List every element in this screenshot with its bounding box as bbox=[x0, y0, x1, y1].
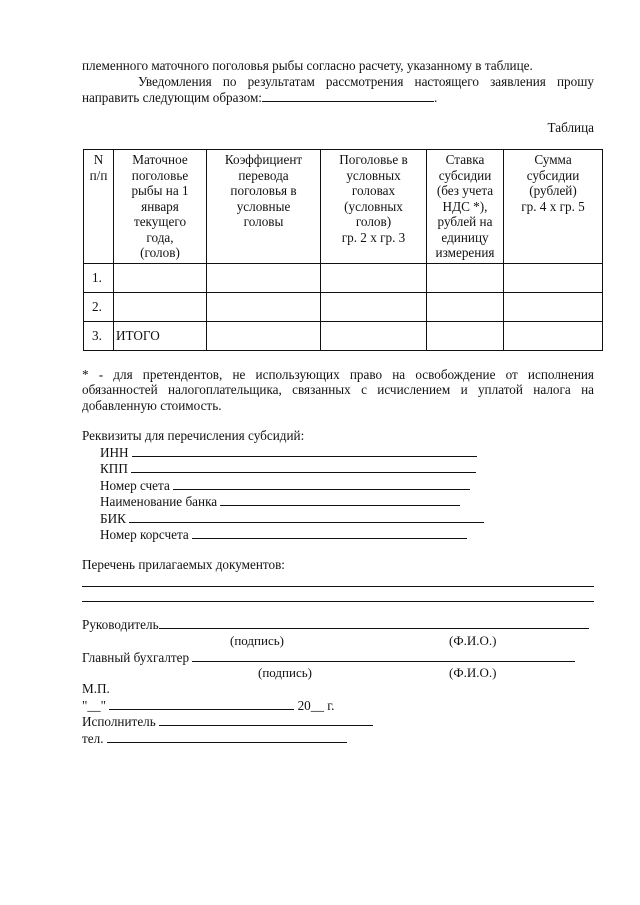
account-input[interactable] bbox=[173, 477, 470, 490]
inn-field: ИНН bbox=[100, 444, 594, 461]
signature-caption: (подпись) bbox=[258, 665, 312, 680]
row-number: 1. bbox=[84, 263, 114, 292]
row-number: 3. bbox=[84, 321, 114, 350]
documents-line-2[interactable] bbox=[82, 587, 594, 602]
executor-row bbox=[82, 713, 594, 730]
document-page bbox=[82, 58, 594, 746]
table-cell[interactable] bbox=[114, 292, 207, 321]
head-signature-row bbox=[82, 616, 594, 633]
requisites-list bbox=[82, 444, 594, 543]
accountant-signature-row bbox=[82, 649, 594, 666]
executor-label: Исполнитель bbox=[82, 714, 156, 729]
accountant-label: Главный бухгалтер bbox=[82, 649, 190, 665]
requisites-title: Реквизиты для перечисления субсидий: bbox=[82, 428, 305, 443]
bik-input[interactable] bbox=[129, 510, 484, 523]
table-cell[interactable] bbox=[321, 292, 427, 321]
vat-footnote: * - для претендентов, не использующих право на освобождение от исполнения обязанностей налогоплательщика, связанных с исчислением и уплатой налога на добавленную стоимость. bbox=[82, 366, 594, 413]
corr-account-input[interactable] bbox=[192, 526, 467, 539]
table-cell[interactable] bbox=[114, 263, 207, 292]
table-cell[interactable] bbox=[207, 263, 321, 292]
bank-field: Наименование банка bbox=[100, 493, 594, 510]
documents-title: Перечень прилагаемых документов: bbox=[82, 556, 285, 572]
accountant-signature-input[interactable] bbox=[192, 649, 575, 662]
executor-input[interactable] bbox=[159, 713, 373, 726]
head-signature-input[interactable] bbox=[159, 616, 589, 629]
table-cell[interactable] bbox=[504, 263, 603, 292]
table-cell[interactable] bbox=[504, 321, 603, 350]
bik-field: БИК bbox=[100, 510, 594, 527]
date-year: 20__ г. bbox=[297, 697, 335, 713]
total-label: ИТОГО bbox=[114, 321, 207, 350]
bank-input[interactable] bbox=[220, 493, 460, 506]
table-row bbox=[84, 292, 603, 321]
table-cell[interactable] bbox=[427, 321, 504, 350]
subsidy-table bbox=[83, 149, 603, 351]
kpp-field: КПП bbox=[100, 460, 594, 477]
date-row bbox=[82, 697, 594, 714]
table-header-row bbox=[84, 150, 603, 264]
row-number: 2. bbox=[84, 292, 114, 321]
table-cell[interactable] bbox=[504, 292, 603, 321]
col-header-conventional-heads: Поголовье в условных головах (условных голов) гр. 2 х гр. 3 bbox=[321, 150, 427, 264]
corr-account-field: Номер корсчета bbox=[100, 526, 594, 543]
table-cell[interactable] bbox=[207, 321, 321, 350]
intro-paragraph-1: племенного маточного поголовья рыбы согласно расчету, указанному в таблице. bbox=[82, 58, 533, 73]
date-day[interactable]: "__" bbox=[82, 697, 106, 713]
accountant-signature-captions bbox=[82, 665, 594, 681]
table-cell[interactable] bbox=[427, 263, 504, 292]
notification-text: Уведомления по результатам рассмотрения настоящего заявления прошу направить следующим образом: bbox=[82, 73, 594, 105]
phone-row bbox=[82, 730, 594, 747]
name-caption: (Ф.И.О.) bbox=[449, 665, 497, 680]
name-caption: (Ф.И.О.) bbox=[449, 632, 497, 648]
table-cell[interactable] bbox=[427, 292, 504, 321]
col-header-rate: Ставка субсидии (без учета НДС *), рублей на единицу измерения bbox=[427, 150, 504, 264]
table-cell[interactable] bbox=[207, 292, 321, 321]
phone-label: тел. bbox=[82, 730, 104, 746]
date-month-input[interactable] bbox=[109, 697, 294, 710]
table-caption: Таблица bbox=[547, 119, 594, 135]
notification-method-blank[interactable] bbox=[262, 89, 434, 102]
signature-caption: (подпись) bbox=[230, 632, 284, 648]
col-header-livestock: Маточное поголовье рыбы на 1 января текущего года, (голов) bbox=[114, 150, 207, 264]
phone-input[interactable] bbox=[107, 730, 347, 743]
col-header-sum: Сумма субсидии (рублей) гр. 4 х гр. 5 bbox=[504, 150, 603, 264]
head-label: Руководитель bbox=[82, 617, 159, 632]
stamp-label: М.П. bbox=[82, 681, 110, 696]
table-row-total bbox=[84, 321, 603, 350]
kpp-input[interactable] bbox=[131, 460, 476, 473]
col-header-number: N п/п bbox=[84, 150, 114, 264]
table-cell[interactable] bbox=[321, 321, 427, 350]
col-header-coefficient: Коэффициент перевода поголовья в условные головы bbox=[207, 150, 321, 264]
table-row bbox=[84, 263, 603, 292]
table-cell[interactable] bbox=[321, 263, 427, 292]
inn-input[interactable] bbox=[132, 444, 477, 457]
intro-paragraph-2: Уведомления по результатам рассмотрения настоящего заявления прошу направить следующим образом: . bbox=[82, 73, 594, 105]
account-field: Номер счета bbox=[100, 477, 594, 494]
documents-line-1[interactable] bbox=[82, 572, 594, 587]
head-signature-captions bbox=[82, 633, 594, 649]
